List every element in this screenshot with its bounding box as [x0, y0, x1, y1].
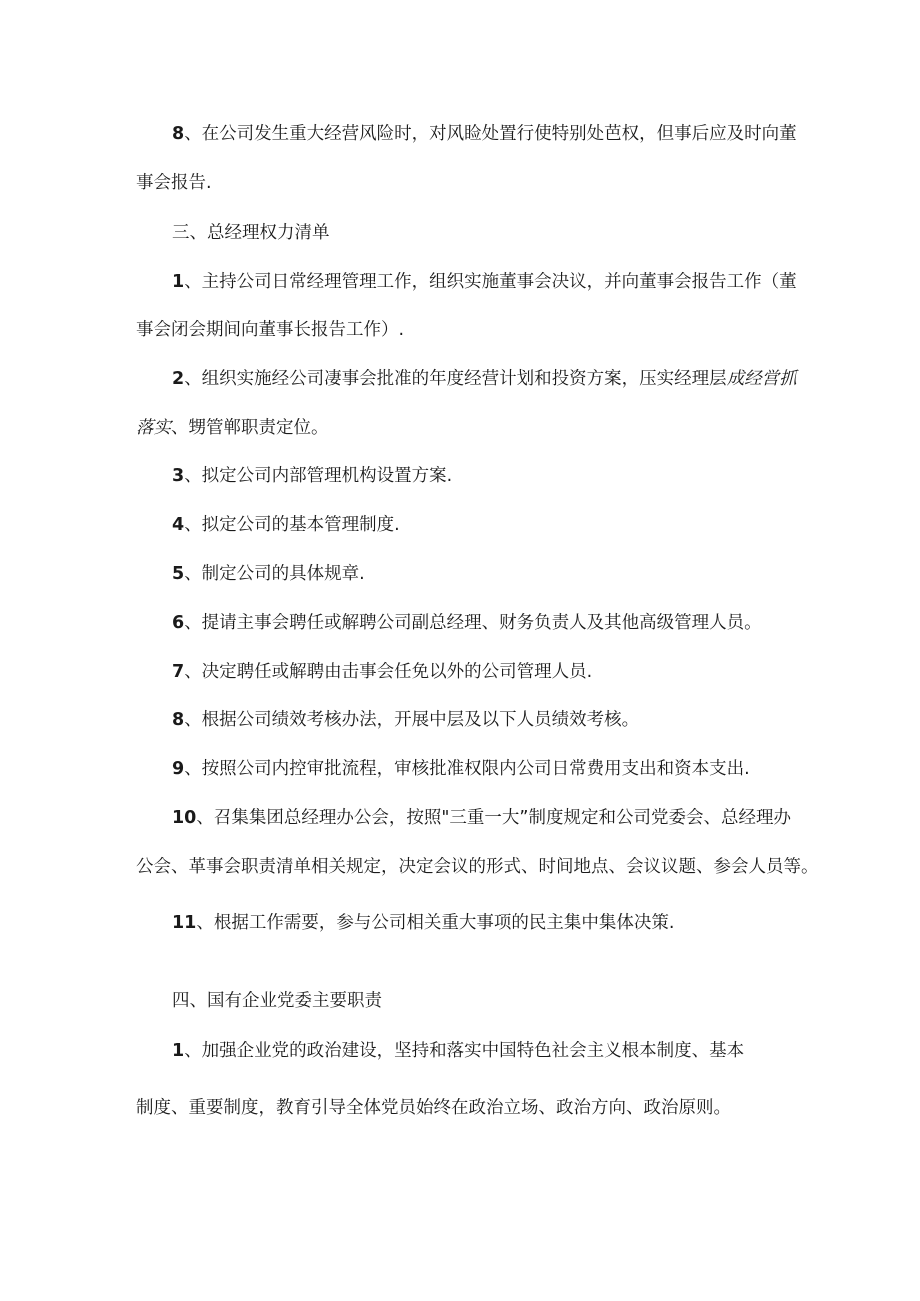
item-text: 、制定公司的具体规章.	[184, 564, 365, 584]
item-number: 2	[172, 369, 185, 389]
item-number: 3	[172, 466, 185, 486]
item-7	[172, 660, 592, 684]
item-2-line1	[172, 367, 797, 391]
item-text: 、甥管郸职责定位。	[171, 418, 329, 438]
item-text: 、加强企业党的政治建设，坚持和落实中国特色社会主义根本制度、基本	[184, 1041, 745, 1061]
item-8-line1	[172, 122, 797, 146]
item-text: 、决定聘任或解聘由击事会任免以外的公司管理人员.	[184, 662, 593, 682]
item-10-line1	[172, 806, 791, 830]
item-2-line2	[136, 416, 329, 440]
item-text: 、拟定公司的基本管理制度.	[184, 515, 400, 535]
item-8-line2: 事会报告.	[136, 173, 212, 193]
item-text-italic: 落实	[136, 418, 171, 438]
item-number: 6	[172, 613, 185, 633]
item-number: 9	[172, 759, 185, 779]
item-text: 、组织实施经公司凄事会批准的年度经营计划和投资方案，压实经理层	[184, 369, 727, 389]
item-number: 8	[172, 124, 185, 144]
item-number: 5	[172, 564, 185, 584]
item-6	[172, 611, 762, 635]
item-text: 、拟定公司内部管理机构设置方案.	[184, 466, 453, 486]
item-9	[172, 757, 750, 781]
item-text: 、根据公司绩效考核办法，开展中层及以下人员绩效考核。	[184, 710, 640, 730]
duty-1-line2: 制度、重要制度，教育引导全体党员始终在政治立场、政治方向、政治原则。	[136, 1098, 731, 1118]
item-text: 、提请主事会聘任或解聘公司副总经理、财务负责人及其他高级管理人员。	[184, 613, 762, 633]
item-text: 、按照公司内控审批流程，审核批准权限内公司日常费用支出和资本支出.	[184, 759, 750, 779]
section-heading-3: 三、总经理权力清单	[172, 223, 330, 243]
item-3	[172, 464, 452, 488]
item-number: 4	[172, 515, 185, 535]
item-11	[172, 911, 674, 935]
item-number: 8	[172, 710, 185, 730]
section-heading-4: 四、国有企业党委主要职责	[172, 991, 382, 1011]
item-number: 1	[172, 272, 185, 292]
item-text: 、在公司发生重大经营风险时，对风睑处置行使特别处芭权，但事后应及时向董	[184, 124, 797, 144]
item-text: 、主持公司日常经理管理工作，组织实施董事会决议，并向董事会报告工作（董	[184, 272, 797, 292]
item-1-line1	[172, 270, 797, 294]
item-number: 1	[172, 1041, 185, 1061]
item-number: 7	[172, 662, 185, 682]
item-number: 10	[172, 808, 197, 828]
item-5	[172, 562, 365, 586]
item-1-line2: 事会闭会期间向董事长报告工作）.	[136, 320, 405, 340]
item-number: 11	[172, 913, 197, 933]
item-text: 、根据工作需要，参与公司相关重大事项的民主集中集体决策.	[196, 913, 675, 933]
duty-1-line1	[172, 1039, 744, 1063]
item-text: 、召集集团总经理办公会，按照"三重一大”制度规定和公司党委会、总经理办	[196, 808, 791, 828]
item-10-line2: 公会、革事会职责清单相关规定，决定会议的形式、时间地点、会议议题、参会人员等。	[136, 857, 819, 877]
item-4	[172, 513, 400, 537]
item-8	[172, 708, 639, 732]
item-text-italic: 成经営抓	[726, 369, 797, 389]
